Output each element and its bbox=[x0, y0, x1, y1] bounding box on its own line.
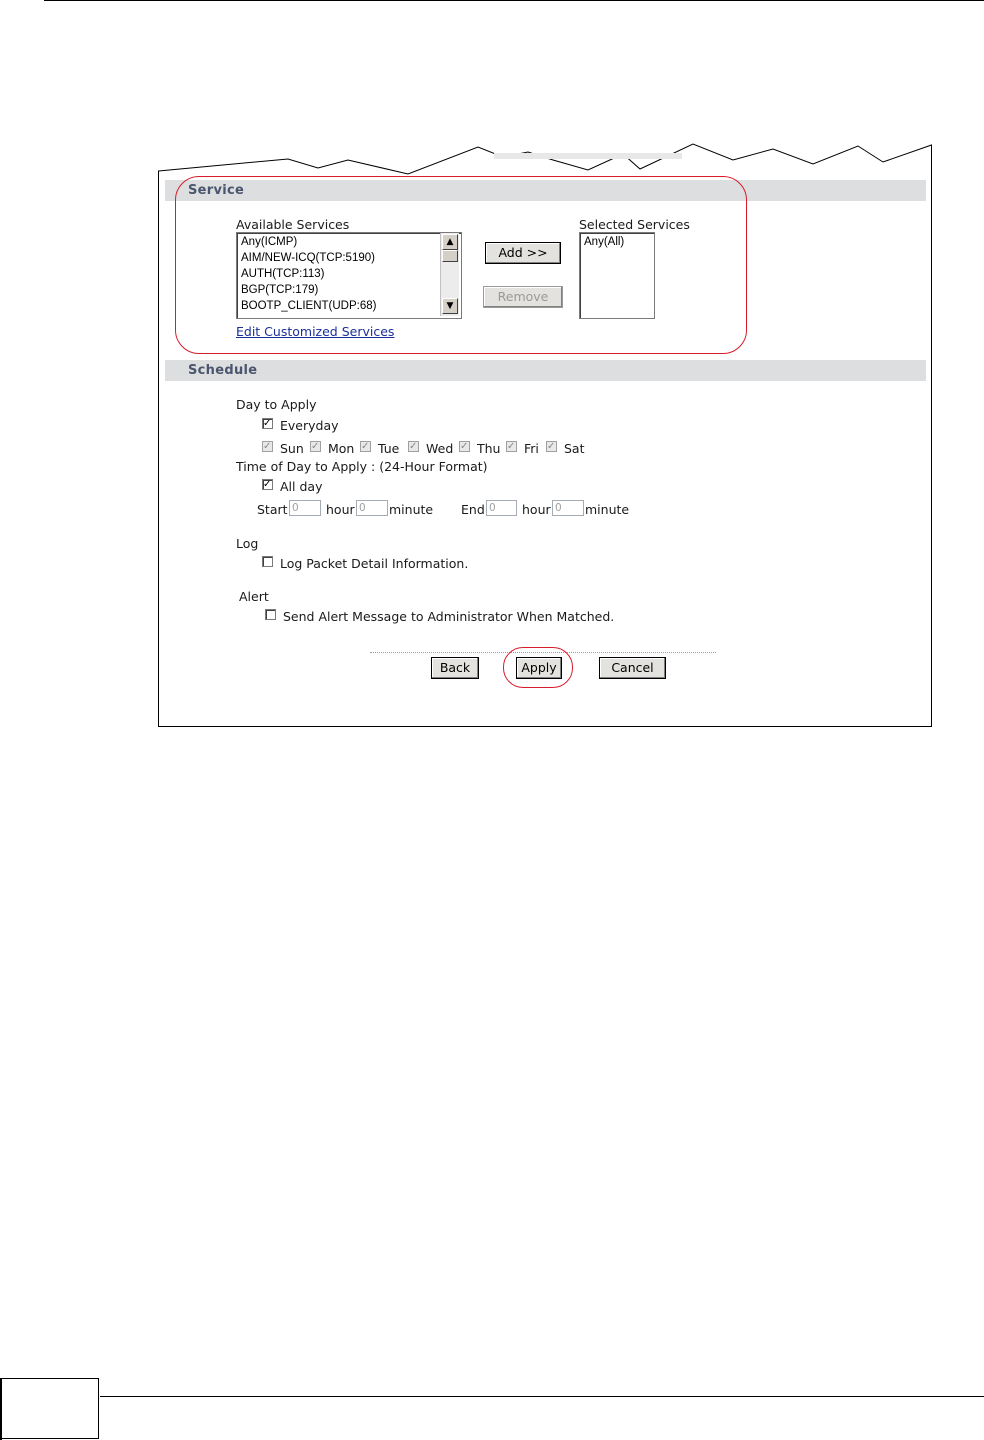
thu-label: Thu bbox=[477, 441, 501, 456]
end-minute-input[interactable]: 0 bbox=[552, 500, 584, 516]
log-packet-label: Log Packet Detail Information. bbox=[280, 556, 469, 571]
fri-checkbox[interactable] bbox=[506, 441, 517, 452]
start-minute-label: minute bbox=[389, 502, 434, 517]
apply-button[interactable]: Apply bbox=[516, 657, 562, 679]
sun-label: Sun bbox=[280, 441, 304, 456]
time-of-day-label: Time of Day to Apply : (24-Hour Format) bbox=[236, 459, 488, 474]
end-minute-label: minute bbox=[585, 502, 630, 517]
list-item[interactable]: Any(ICMP) bbox=[241, 236, 298, 248]
remove-service-button[interactable]: Remove bbox=[483, 286, 563, 308]
edit-customized-services-link[interactable]: Edit Customized Services bbox=[236, 324, 395, 339]
mon-checkbox[interactable] bbox=[310, 441, 321, 452]
log-packet-checkbox[interactable] bbox=[262, 556, 273, 567]
page-number-box bbox=[0, 1378, 99, 1439]
day-to-apply-label: Day to Apply bbox=[236, 397, 317, 412]
sun-checkbox[interactable] bbox=[262, 441, 273, 452]
apply-highlight-oval bbox=[503, 647, 573, 688]
end-hour-label: hour bbox=[522, 502, 551, 517]
service-section-title: Service bbox=[188, 183, 245, 198]
page-footer-rule bbox=[100, 1396, 984, 1397]
start-minute-input[interactable]: 0 bbox=[356, 500, 388, 516]
send-alert-label: Send Alert Message to Administrator When Matched. bbox=[283, 609, 615, 624]
add-service-button[interactable]: Add >> bbox=[485, 242, 561, 264]
mon-label: Mon bbox=[328, 441, 355, 456]
fri-label: Fri bbox=[524, 441, 539, 456]
wed-checkbox[interactable] bbox=[408, 441, 419, 452]
everyday-label: Everyday bbox=[280, 418, 339, 433]
sat-checkbox[interactable] bbox=[546, 441, 557, 452]
back-button[interactable]: Back bbox=[431, 657, 479, 679]
start-hour-label: hour bbox=[326, 502, 355, 517]
available-services-label: Available Services bbox=[236, 217, 350, 232]
all-day-label: All day bbox=[280, 479, 323, 494]
everyday-checkbox[interactable] bbox=[262, 418, 273, 429]
scroll-up-arrow-icon[interactable]: ▲ bbox=[442, 234, 458, 250]
page-top-rule bbox=[44, 0, 984, 1]
all-day-checkbox[interactable] bbox=[262, 479, 273, 490]
tue-label: Tue bbox=[378, 441, 400, 456]
list-item[interactable]: AIM/NEW-ICQ(TCP:5190) bbox=[241, 252, 375, 264]
list-item[interactable]: Any(All) bbox=[584, 236, 625, 248]
list-item[interactable]: BGP(TCP:179) bbox=[241, 284, 319, 296]
send-alert-checkbox[interactable] bbox=[265, 609, 276, 620]
scroll-down-arrow-icon[interactable]: ▼ bbox=[442, 298, 458, 314]
schedule-section-title: Schedule bbox=[188, 363, 258, 378]
selected-services-label: Selected Services bbox=[579, 217, 690, 232]
list-item[interactable]: BOOTP_CLIENT(UDP:68) bbox=[241, 300, 377, 312]
tue-checkbox[interactable] bbox=[360, 441, 371, 452]
start-hour-input[interactable]: 0 bbox=[289, 500, 321, 516]
list-item[interactable]: AUTH(TCP:113) bbox=[241, 268, 325, 280]
wed-label: Wed bbox=[426, 441, 454, 456]
end-label: End bbox=[461, 502, 485, 517]
thu-checkbox[interactable] bbox=[459, 441, 470, 452]
schedule-section-bar bbox=[165, 360, 926, 381]
alert-title: Alert bbox=[239, 589, 269, 604]
start-label: Start bbox=[257, 502, 288, 517]
sat-label: Sat bbox=[564, 441, 585, 456]
log-title: Log bbox=[236, 536, 259, 551]
service-highlight-oval bbox=[175, 176, 747, 354]
end-hour-input[interactable]: 0 bbox=[486, 500, 517, 516]
cancel-button[interactable]: Cancel bbox=[599, 657, 666, 679]
